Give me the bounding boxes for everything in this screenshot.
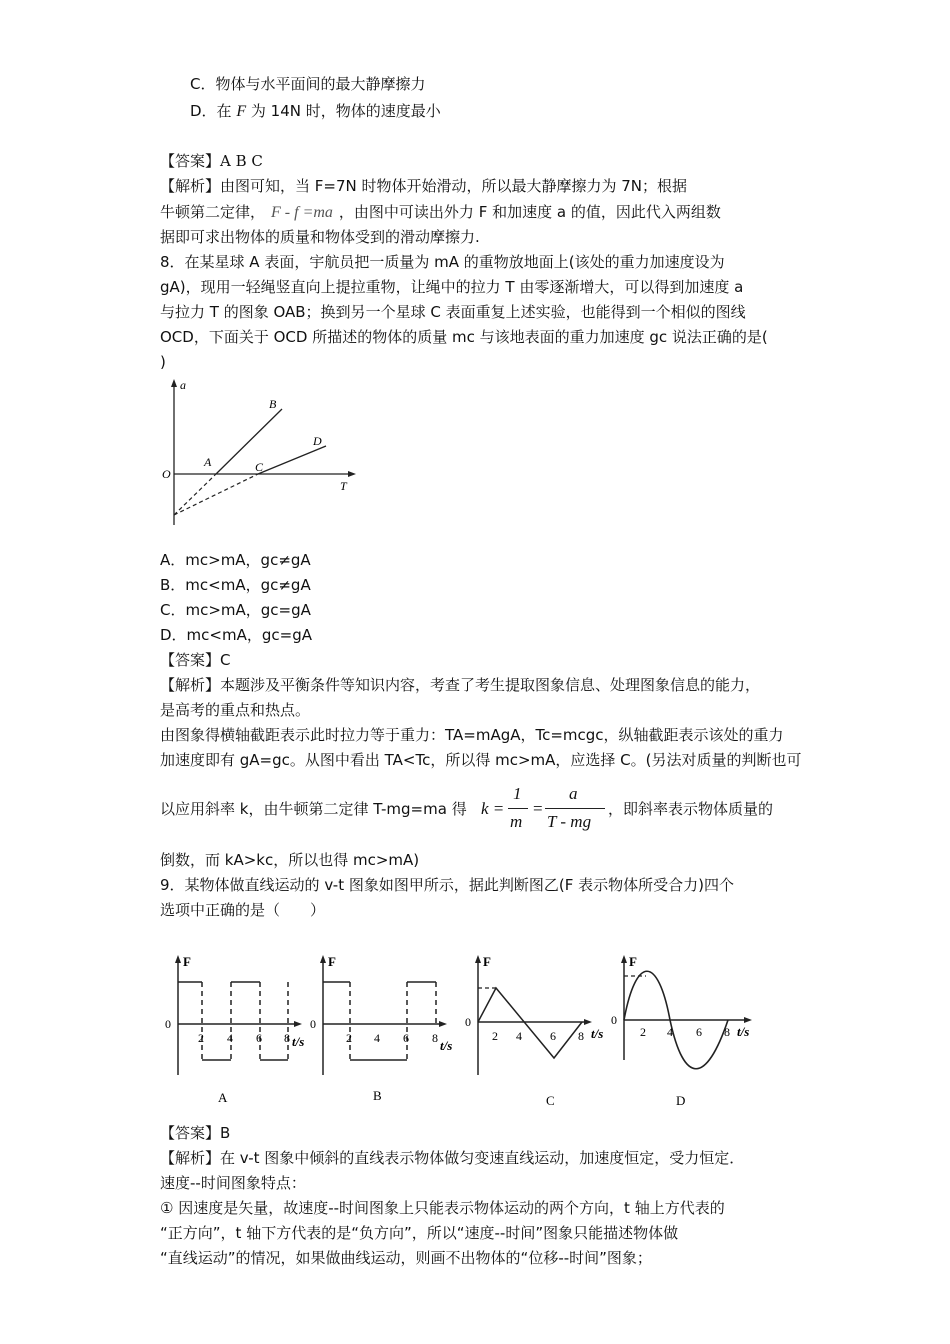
svg-text:F: F bbox=[629, 954, 637, 969]
q8-analysis-line5-tail: ，即斜率表示物体质量的 bbox=[608, 800, 774, 818]
q7-answer: 【答案】A B C bbox=[160, 152, 263, 170]
q9-graph-c bbox=[460, 950, 610, 1115]
q8-option-d: D．mc<mA，gc=gA bbox=[160, 626, 312, 644]
q8-stem-line2: gA)，现用一轻绳竖直向上提拉重物，让绳中的拉力 T 由零逐渐增大，可以得到加速度 a bbox=[160, 278, 744, 296]
q7-analysis-line2: 牛顿第二定律， F - f =ma ，由图中可读出外力 F 和加速度 a 的值，因此代入两组数 bbox=[160, 203, 721, 221]
label-T: T bbox=[340, 479, 347, 493]
svg-text:4: 4 bbox=[374, 1031, 380, 1045]
formula-num1: 1 bbox=[513, 784, 522, 803]
svg-text:2: 2 bbox=[198, 1031, 204, 1045]
q8-stem-line1: 8．在某星球 A 表面，宇航员把一质量为 mA 的重物放地面上(该处的重力加速度设为 bbox=[160, 253, 725, 271]
q7-analysis-line3: 据即可求出物体的质量和物体受到的滑动摩擦力. bbox=[160, 228, 480, 246]
svg-text:0: 0 bbox=[611, 1013, 617, 1027]
svg-text:8: 8 bbox=[284, 1031, 290, 1045]
svg-text:6: 6 bbox=[550, 1029, 556, 1043]
q9-graph-a bbox=[160, 950, 305, 1115]
svg-text:8: 8 bbox=[432, 1031, 438, 1045]
svg-text:4: 4 bbox=[516, 1029, 522, 1043]
q8-analysis-line1: 【解析】本题涉及平衡条件等知识内容，考查了考生提取图象信息、处理图象信息的能力， bbox=[160, 676, 761, 694]
q8-analysis-line6: 倒数，而 kA>kc，所以也得 mc>mA) bbox=[160, 851, 420, 869]
svg-text:A: A bbox=[218, 1090, 228, 1105]
svg-text:2: 2 bbox=[492, 1029, 498, 1043]
t-axis-arrow bbox=[348, 471, 356, 477]
svg-text:2: 2 bbox=[346, 1031, 352, 1045]
svg-text:B: B bbox=[373, 1088, 382, 1103]
q9-analysis-line2: 速度--时间图象特点： bbox=[160, 1174, 306, 1192]
line-ocd bbox=[258, 446, 326, 474]
svg-text:D: D bbox=[676, 1093, 686, 1108]
q8-a-t-graph bbox=[160, 375, 360, 530]
q8-answer: 【答案】C bbox=[160, 651, 231, 669]
dashed-oc bbox=[174, 474, 258, 515]
q8-analysis-line3: 由图象得横轴截距表示此时拉力等于重力：TA=mAgA，Tc=mcgc，纵轴截距表示该处的重力 bbox=[160, 726, 784, 744]
q8-stem-line5: ) bbox=[160, 353, 166, 371]
q8-analysis-line5: 以应用斜率 k，由牛顿第二定律 T-mg=ma 得 bbox=[160, 800, 467, 818]
formula-den1: m bbox=[510, 812, 523, 831]
svg-text:t/s: t/s bbox=[292, 1034, 305, 1049]
svg-text:8: 8 bbox=[724, 1025, 730, 1039]
q9-stem-line2: 选项中正确的是（ ） bbox=[160, 901, 326, 919]
q9-graph-d bbox=[606, 950, 776, 1115]
q9-graph-b bbox=[305, 950, 455, 1115]
q8-option-c: C．mc>mA，gc=gA bbox=[160, 601, 311, 619]
svg-text:t/s: t/s bbox=[737, 1024, 750, 1039]
formula-num2: a bbox=[569, 784, 578, 803]
q9-analysis-line3: ① 因速度是矢量，故速度--时间图象上只能表示物体运动的两个方向，t 轴上方代表的 bbox=[160, 1199, 725, 1217]
q7-option-d: D．在 F 为 14N 时，物体的速度最小 bbox=[190, 102, 441, 120]
svg-text:0: 0 bbox=[465, 1015, 471, 1029]
fraction-bar-1 bbox=[508, 808, 528, 809]
svg-text:F: F bbox=[328, 954, 336, 969]
label-B: B bbox=[269, 397, 277, 411]
q9-analysis-line5: “直线运动”的情况，如果做曲线运动，则画不出物体的“位移--时间”图象； bbox=[160, 1249, 652, 1267]
formula-k: k = bbox=[481, 799, 505, 818]
q9-analysis-line4: “正方向”，t 轴下方代表的是“负方向”，所以“速度--时间”图象只能描述物体做 bbox=[160, 1224, 679, 1242]
q8-analysis-line2: 是高考的重点和热点。 bbox=[160, 701, 311, 719]
label-C: C bbox=[255, 460, 264, 474]
q7-analysis-line1: 【解析】由图可知，当 F=7N 时物体开始滑动，所以最大静摩擦力为 7N；根据 bbox=[160, 177, 688, 195]
svg-text:6: 6 bbox=[256, 1031, 262, 1045]
label-A: A bbox=[204, 455, 212, 469]
svg-text:t/s: t/s bbox=[440, 1038, 453, 1053]
svg-text:6: 6 bbox=[403, 1031, 409, 1045]
dashed-oa bbox=[174, 474, 216, 515]
line-oab bbox=[216, 409, 282, 474]
svg-text:F: F bbox=[183, 954, 191, 969]
formula-eq: = bbox=[533, 799, 543, 818]
svg-text:F: F bbox=[483, 954, 491, 969]
q8-option-a: A．mc>mA，gc≠gA bbox=[160, 551, 311, 569]
q8-option-b: B．mc<mA，gc≠gA bbox=[160, 576, 311, 594]
q9-stem-line1: 9．某物体做直线运动的 v-t 图象如图甲所示，据此判断图乙(F 表示物体所受合力)四个 bbox=[160, 876, 734, 894]
q8-analysis-line4: 加速度即有 gA=gc。从图中看出 TA<Tc，所以得 mc>mA，应选择 C。(另法对质量的判断也可 bbox=[160, 751, 802, 769]
svg-text:t/s: t/s bbox=[591, 1026, 604, 1041]
svg-text:C: C bbox=[546, 1093, 555, 1108]
svg-text:8: 8 bbox=[578, 1029, 584, 1043]
q8-stem-line3: 与拉力 T 的图象 OAB；换到另一个星球 C 表面重复上述实验，也能得到一个相似的图线 bbox=[160, 303, 746, 321]
formula-den2: T - mg bbox=[547, 812, 592, 831]
svg-text:2: 2 bbox=[640, 1025, 646, 1039]
a-axis-arrow bbox=[171, 379, 177, 387]
q9-analysis-line1: 【解析】在 v-t 图象中倾斜的直线表示物体做匀变速直线运动，加速度恒定，受力恒定． bbox=[160, 1149, 745, 1167]
svg-text:4: 4 bbox=[227, 1031, 233, 1045]
svg-text:4: 4 bbox=[667, 1025, 673, 1039]
q8-stem-line4: OCD，下面关于 OCD 所描述的物体的质量 mc 与该地表面的重力加速度 gc 说法正确的是( bbox=[160, 328, 768, 346]
q7-option-c: C．物体与水平面间的最大静摩擦力 bbox=[190, 75, 426, 93]
svg-text:0: 0 bbox=[310, 1017, 316, 1031]
svg-text:0: 0 bbox=[165, 1017, 171, 1031]
fraction-bar-2 bbox=[545, 808, 605, 809]
svg-text:6: 6 bbox=[696, 1025, 702, 1039]
q9-answer: 【答案】B bbox=[160, 1124, 231, 1142]
label-D: D bbox=[313, 434, 322, 448]
label-a: a bbox=[180, 378, 186, 392]
label-o: O bbox=[162, 467, 171, 481]
